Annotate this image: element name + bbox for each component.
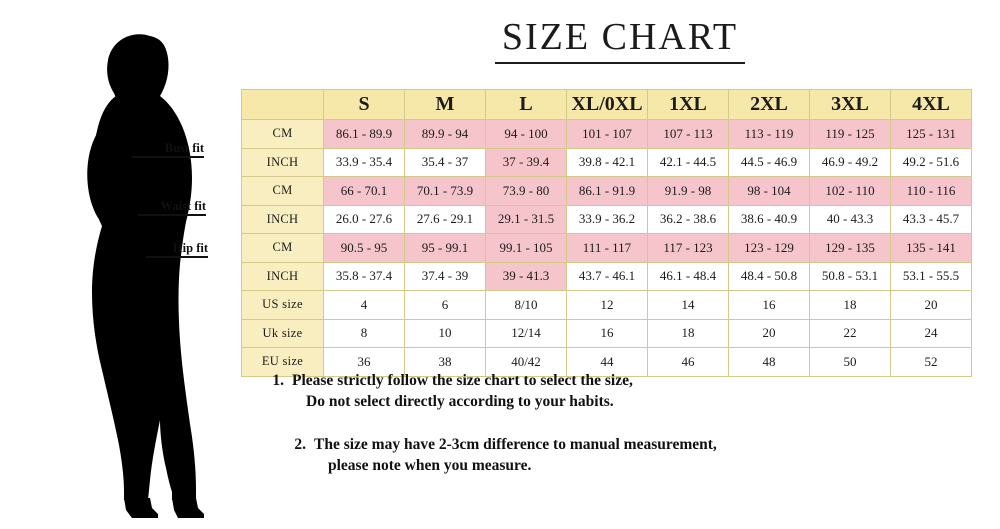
cell: 44	[567, 348, 648, 377]
table-row	[242, 148, 972, 177]
notes-section	[262, 370, 962, 498]
cell: 22	[810, 319, 891, 348]
cell: 66 - 70.1	[324, 177, 405, 206]
cell: 46.1 - 48.4	[648, 262, 729, 291]
cell: 52	[891, 348, 972, 377]
note-line: Do not select directly according to your habits.	[306, 393, 614, 410]
note-number: 1.	[272, 372, 284, 389]
cell: 33.9 - 36.2	[567, 205, 648, 234]
column-header-1xl: 1XL	[648, 90, 729, 120]
cell: 6	[405, 291, 486, 320]
column-header-2xl: 2XL	[729, 90, 810, 120]
cell: 35.8 - 37.4	[324, 262, 405, 291]
row-label: CM	[242, 234, 324, 263]
cell: 94 - 100	[486, 120, 567, 149]
row-label: Uk size	[242, 319, 324, 348]
cell: 110 - 116	[891, 177, 972, 206]
note-item	[262, 434, 962, 476]
row-label: CM	[242, 177, 324, 206]
cell: 98 - 104	[729, 177, 810, 206]
cell: 36	[324, 348, 405, 377]
cell: 86.1 - 89.9	[324, 120, 405, 149]
cell: 111 - 117	[567, 234, 648, 263]
waist-fit-label: Waist fit	[138, 199, 206, 216]
cell: 38.6 - 40.9	[729, 205, 810, 234]
page-title	[240, 16, 1000, 64]
column-header-4xl: 4XL	[891, 90, 972, 120]
row-label: US size	[242, 291, 324, 320]
cell: 50.8 - 53.1	[810, 262, 891, 291]
page-title-text: SIZE CHART	[501, 16, 739, 58]
table-body	[242, 120, 972, 377]
cell: 26.0 - 27.6	[324, 205, 405, 234]
cell: 129 - 135	[810, 234, 891, 263]
column-header-xl: XL/0XL	[567, 90, 648, 120]
cell: 40 - 43.3	[810, 205, 891, 234]
table-row	[242, 120, 972, 149]
figure-panel	[0, 0, 240, 529]
row-label: EU size	[242, 348, 324, 377]
table-corner-cell	[242, 90, 324, 120]
column-header-l: L	[486, 90, 567, 120]
woman-silhouette-icon	[0, 0, 240, 529]
cell: 49.2 - 51.6	[891, 148, 972, 177]
cell: 43.3 - 45.7	[891, 205, 972, 234]
cell: 40/42	[486, 348, 567, 377]
cell: 39.8 - 42.1	[567, 148, 648, 177]
cell: 123 - 129	[729, 234, 810, 263]
cell: 18	[810, 291, 891, 320]
table-row	[242, 234, 972, 263]
cell: 101 - 107	[567, 120, 648, 149]
cell: 12/14	[486, 319, 567, 348]
cell: 43.7 - 46.1	[567, 262, 648, 291]
table-header	[242, 90, 972, 120]
title-underline	[495, 62, 745, 64]
size-chart-table	[241, 89, 972, 377]
cell: 29.1 - 31.5	[486, 205, 567, 234]
cell: 8/10	[486, 291, 567, 320]
table-row	[242, 291, 972, 320]
cell: 48	[729, 348, 810, 377]
note-line: Please strictly follow the size chart to select the size,	[292, 372, 633, 389]
cell: 39 - 41.3	[486, 262, 567, 291]
cell: 14	[648, 291, 729, 320]
row-label: INCH	[242, 205, 324, 234]
table-row	[242, 205, 972, 234]
cell: 37.4 - 39	[405, 262, 486, 291]
cell: 20	[729, 319, 810, 348]
cell: 90.5 - 95	[324, 234, 405, 263]
table-row	[242, 319, 972, 348]
cell: 20	[891, 291, 972, 320]
cell: 16	[729, 291, 810, 320]
cell: 48.4 - 50.8	[729, 262, 810, 291]
cell: 24	[891, 319, 972, 348]
note-line: please note when you measure.	[328, 457, 532, 474]
note-body	[314, 434, 717, 476]
note-number: 2.	[294, 436, 306, 453]
cell: 89.9 - 94	[405, 120, 486, 149]
cell: 113 - 119	[729, 120, 810, 149]
cell: 107 - 113	[648, 120, 729, 149]
cell: 50	[810, 348, 891, 377]
cell: 86.1 - 91.9	[567, 177, 648, 206]
cell: 10	[405, 319, 486, 348]
cell: 38	[405, 348, 486, 377]
note-item	[262, 370, 962, 412]
cell: 12	[567, 291, 648, 320]
cell: 99.1 - 105	[486, 234, 567, 263]
cell: 119 - 125	[810, 120, 891, 149]
column-header-3xl: 3XL	[810, 90, 891, 120]
note-body	[292, 370, 633, 412]
column-header-s: S	[324, 90, 405, 120]
cell: 46	[648, 348, 729, 377]
cell: 16	[567, 319, 648, 348]
cell: 53.1 - 55.5	[891, 262, 972, 291]
cell: 117 - 123	[648, 234, 729, 263]
cell: 33.9 - 35.4	[324, 148, 405, 177]
cell: 91.9 - 98	[648, 177, 729, 206]
table-header-row	[242, 90, 972, 120]
cell: 35.4 - 37	[405, 148, 486, 177]
cell: 135 - 141	[891, 234, 972, 263]
table-row	[242, 262, 972, 291]
cell: 37 - 39.4	[486, 148, 567, 177]
cell: 95 - 99.1	[405, 234, 486, 263]
row-label: INCH	[242, 262, 324, 291]
column-header-m: M	[405, 90, 486, 120]
cell: 46.9 - 49.2	[810, 148, 891, 177]
hip-fit-label: Hip fit	[146, 241, 208, 258]
note-line: The size may have 2-3cm difference to manual measurement,	[314, 436, 717, 453]
row-label: INCH	[242, 148, 324, 177]
cell: 70.1 - 73.9	[405, 177, 486, 206]
bust-fit-label: Bust fit	[132, 141, 204, 158]
cell: 36.2 - 38.6	[648, 205, 729, 234]
table-row	[242, 177, 972, 206]
cell: 44.5 - 46.9	[729, 148, 810, 177]
cell: 42.1 - 44.5	[648, 148, 729, 177]
cell: 125 - 131	[891, 120, 972, 149]
cell: 4	[324, 291, 405, 320]
cell: 102 - 110	[810, 177, 891, 206]
cell: 18	[648, 319, 729, 348]
row-label: CM	[242, 120, 324, 149]
cell: 27.6 - 29.1	[405, 205, 486, 234]
cell: 73.9 - 80	[486, 177, 567, 206]
cell: 8	[324, 319, 405, 348]
